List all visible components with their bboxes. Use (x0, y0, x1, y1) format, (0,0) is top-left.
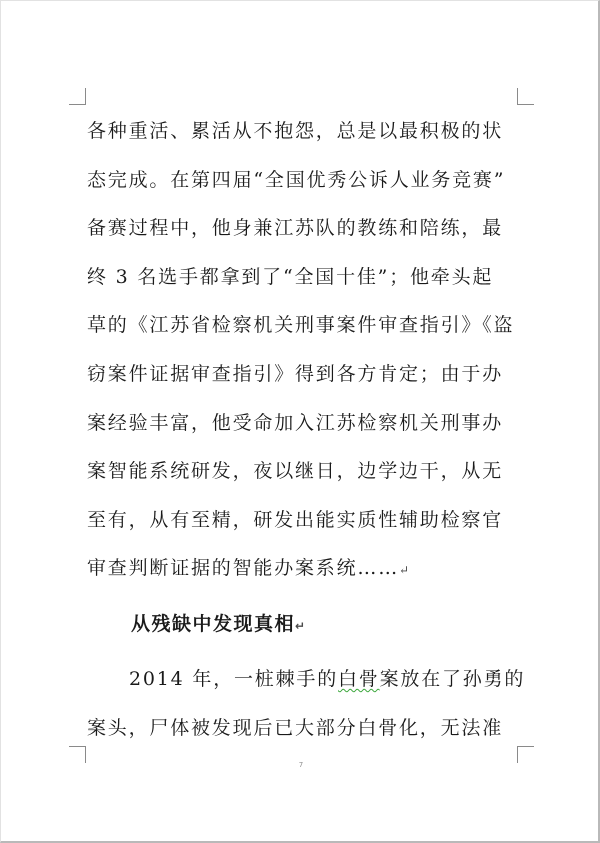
text-line[interactable]: 各种重活、累活从不抱怨，总是以最积极的状 (87, 120, 504, 142)
text-line-content[interactable]: 审查判断证据的智能办案系统…… (87, 557, 400, 580)
text-line[interactable]: 窃案件证据审查指引》得到各方肯定；由于办 (87, 362, 504, 385)
text-line[interactable]: 案头，尸体被发现后已大部分白骨化，无法准 (87, 716, 504, 739)
text-line[interactable]: 案智能系统研发，夜以继日，边学边干，从无 (87, 460, 504, 483)
text-line[interactable]: 至有，从有至精，研发出能实质性辅助检察官 (87, 508, 504, 531)
paragraph-mark-icon: ↵ (295, 618, 306, 633)
crop-mark-top-right (517, 88, 534, 105)
text-line[interactable]: 终 3 名选手都拿到了“全国十佳”；他牵头起 (87, 265, 494, 288)
text-line[interactable]: 备赛过程中，他身兼江苏队的教练和陪练，最 (87, 217, 504, 240)
spellcheck-marked-word[interactable]: 白骨 (338, 667, 380, 690)
text-segment[interactable]: 2014 年，一桩棘手的 (129, 667, 338, 690)
text-line[interactable]: 态完成。在第四届“全国优秀公诉人业务竞赛” (87, 168, 506, 191)
text-line[interactable] (87, 655, 526, 704)
page-number: 7 (298, 761, 304, 769)
document-body[interactable] (87, 107, 526, 752)
text-segment[interactable]: 案放在了孙勇的 (379, 667, 526, 690)
paragraph-mark-icon: ↵ (399, 563, 410, 578)
text-line[interactable]: 案经验丰富，他受命加入江苏检察机关刑事办 (87, 411, 504, 434)
text-line[interactable] (87, 544, 519, 593)
text-line[interactable]: 草的《江苏省检察机关刑事案件审查指引》《盗 (87, 314, 515, 337)
crop-mark-top-left (69, 88, 86, 105)
section-heading-text[interactable]: 从残缺中发现真相 (131, 612, 296, 635)
section-heading[interactable] (87, 593, 519, 655)
